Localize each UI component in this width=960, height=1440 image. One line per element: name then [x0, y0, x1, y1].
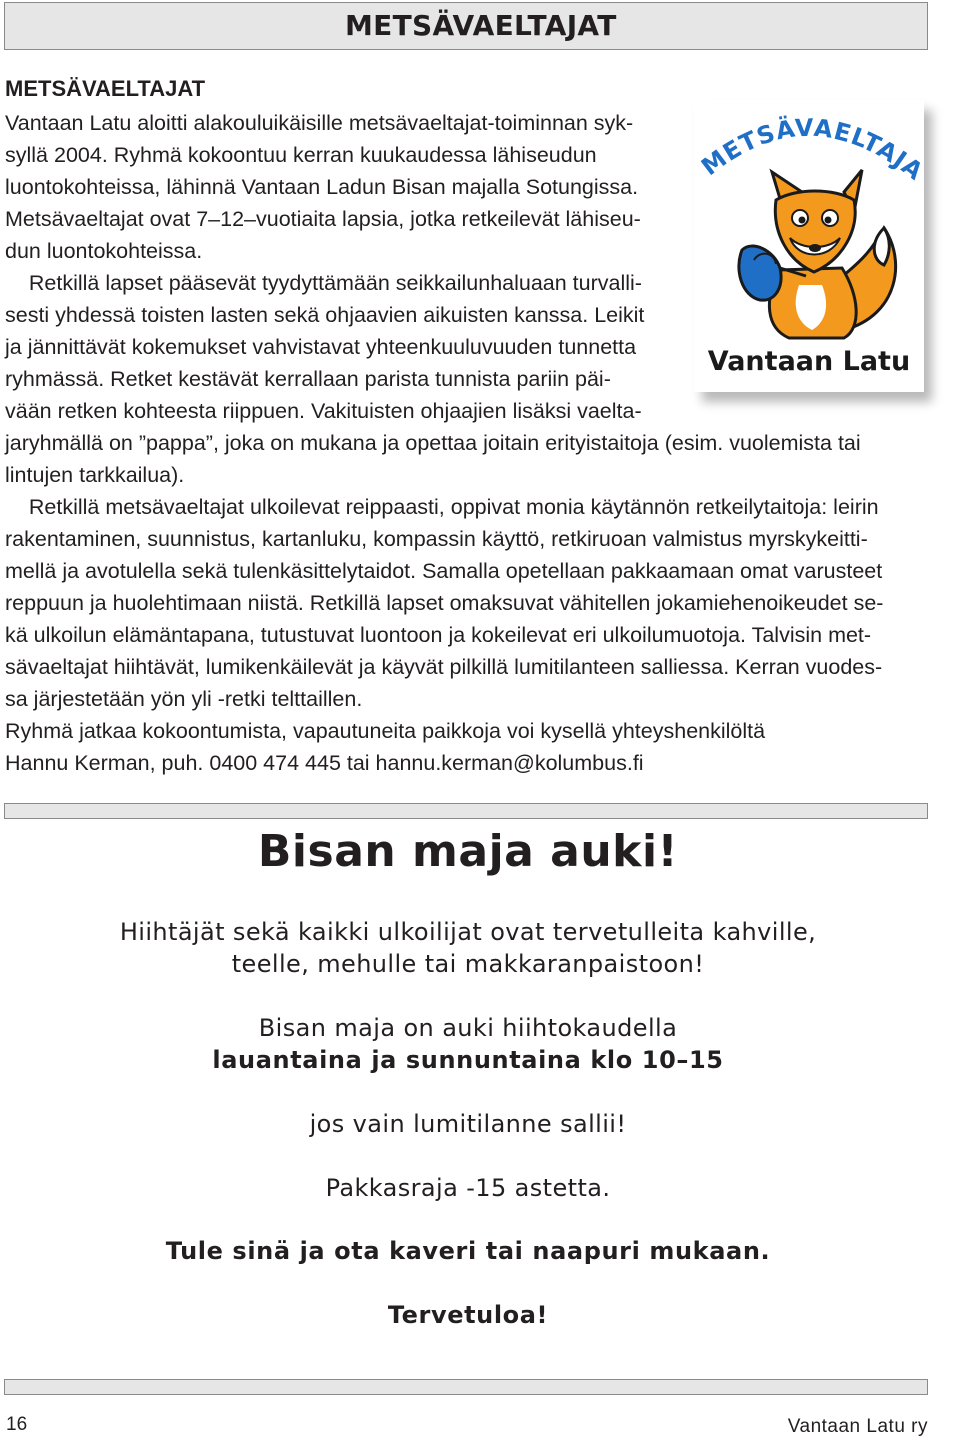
article-line: syllä 2004. Ryhmä kokoontuu kerran kuukaudessa lähiseudun	[5, 143, 597, 167]
footer-divider	[4, 1379, 928, 1395]
article-line: ja jännittävät kokemukset vahvistavat yhteenkuuluvuuden tunnetta	[5, 335, 637, 359]
invite-line-1: Hiihtäjät sekä kaikki ulkoilijat ovat tervetulleita kahville,	[119, 918, 817, 946]
article-heading: METSÄVAELTAJAT	[5, 76, 206, 101]
article-line: kä ulkoilun elämäntapana, tutustuvat luontoon ja kokeilevat eri ulkoilumuotoja. Talvisin met-	[5, 623, 872, 647]
article-line: dun luontokohteissa.	[5, 239, 203, 263]
page-number: 16	[6, 1414, 28, 1435]
frost-limit: Pakkasraja -15 astetta.	[325, 1174, 611, 1202]
notice-title: Bisan maja auki!	[257, 826, 679, 877]
article-line: Hannu Kerman, puh. 0400 474 445 tai hannu.kerman@kolumbus.fi	[5, 751, 644, 775]
article-line: vään retken kohteesta riippuen. Vakituisten ohjaajien lisäksi vaelta-	[5, 399, 642, 423]
logo-org-text: Vantaan Latu	[707, 346, 911, 377]
article-line: sesti yhdessä toisten lasten sekä ohjaavien aikuisten kanssa. Leikit	[5, 303, 645, 327]
open-line: Bisan maja on auki hiihtokaudella	[258, 1014, 678, 1042]
article-line: sa järjestetään yön yli -retki telttaillen.	[5, 687, 363, 711]
article-line: reppuun ja huolehtimaan niistä. Retkillä lapset omaksuvat vähitellen jokamiehenoikeudet se-	[5, 591, 884, 615]
article-line: jaryhmällä on ”pappa”, joka on mukana ja opettaa joitain erityistaitoja (esim. vuolemista tai	[5, 431, 861, 455]
article-line: Ryhmä jatkaa kokoontumista, vapautuneita paikkoja voi kysellä yhteyshenkilöltä	[5, 719, 766, 743]
article-line: Vantaan Latu aloitti alakouluikäisille metsävaeltajat-toiminnan syk-	[5, 111, 634, 135]
footer-org: Vantaan Latu ry	[787, 1416, 928, 1437]
article-line: Retkillä metsävaeltajat ulkoilevat reippaasti, oppivat monia käytännön retkeilytaitoja: leirin	[5, 495, 879, 519]
article-line: Retkillä lapset pääsevät tyydyttämään seikkailunhaluaan turvalli-	[5, 271, 642, 295]
snow-condition: jos vain lumitilanne sallii!	[309, 1110, 627, 1138]
logo-arc-text: METSÄVAELTAJ	[696, 113, 913, 182]
article-line: ryhmässä. Retket kestävät kerrallaan parista tunnista pariin päi-	[5, 367, 611, 391]
header-bar	[4, 2, 928, 50]
svg-text:METSÄVAELTAJAT	[694, 100, 924, 186]
article-line: rakentaminen, suunnistus, kartanluku, kompassin käyttö, retkiruoan valmistus myrskykeitti-	[5, 527, 868, 551]
article-line: Metsävaeltajat ovat 7–12–vuotiaita lapsia, jotka retkeilevät lähiseu-	[5, 207, 641, 231]
header-title: METSÄVAELTAJAT	[345, 9, 617, 42]
article-line: mellä ja avotulella sekä tulenkäsittelytaidot. Samalla opetellaan pakkaamaan omat varusteet	[5, 559, 883, 583]
invite-friend: Tule sinä ja ota kaveri tai naapuri mukaan.	[165, 1237, 771, 1265]
metsavaeltajat-logo	[694, 100, 924, 392]
welcome-text: Tervetuloa!	[387, 1301, 549, 1329]
article-line: lintujen tarkkailua).	[5, 463, 185, 487]
article-line: sävaeltajat hiihtävät, lumikenkäilevät ja käyvät pilkillä lumitilanteen salliessa. Kerran vuodes-	[5, 655, 883, 679]
fox-logo-icon	[694, 100, 924, 392]
section-divider	[4, 803, 928, 819]
invite-line-2: teelle, mehulle tai makkaranpaistoon!	[231, 950, 705, 978]
article-line: luontokohteissa, lähinnä Vantaan Ladun Bisan majalla Sotungissa.	[5, 175, 639, 199]
opening-hours: lauantaina ja sunnuntaina klo 10–15	[212, 1046, 724, 1074]
